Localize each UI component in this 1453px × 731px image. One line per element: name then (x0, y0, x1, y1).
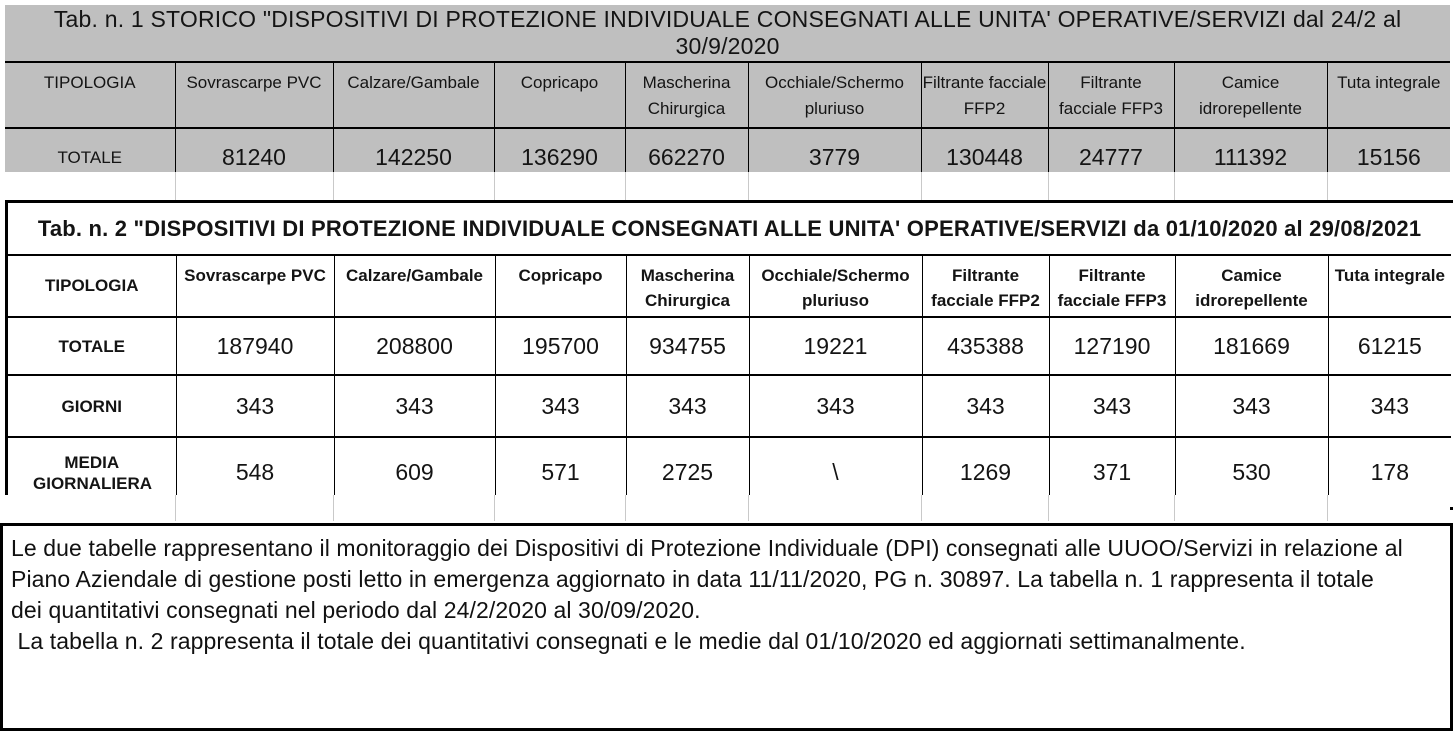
table-2-value-cell: 2725 (626, 437, 749, 507)
table-1-storico (5, 5, 1450, 188)
gridline-gap-row (5, 495, 1450, 521)
table-2-value-cell: 934755 (626, 317, 749, 375)
table-2-header-cell: Sovrascarpe PVC (176, 255, 334, 317)
table-2-value-cell: \ (749, 437, 922, 507)
table-2-value-cell: 371 (1049, 437, 1175, 507)
table-2-value-cell: 343 (495, 375, 626, 437)
note-line: La tabella n. 2 rappresenta il totale dei quantitativi consegnati e le medie dal 01/10/2020 ed aggiornati settimanalmente. (11, 628, 1246, 654)
table-2-row-label: TOTALE (8, 317, 176, 375)
table-1-value-cell: 662270 (625, 128, 748, 187)
table-2-dpi (8, 203, 1451, 507)
note-box (0, 523, 1453, 731)
table-2-header-row (8, 255, 1451, 317)
table-1-value-cell: 81240 (175, 128, 333, 187)
table-2-header-cell: Filtrante facciale FFP3 (1049, 255, 1175, 317)
table-2-value-cell: 343 (1049, 375, 1175, 437)
table-2-header-cell: Camice idrorepellente (1175, 255, 1328, 317)
table-2-header-cell: Mascherina Chirurgica (626, 255, 749, 317)
table-1-header-cell: Filtrante facciale FFP3 (1048, 62, 1174, 128)
table-2-value-cell: 343 (334, 375, 495, 437)
table-2-header-cell: Occhiale/Schermo pluriuso (749, 255, 922, 317)
table-2-value-cell: 571 (495, 437, 626, 507)
table-2-value-cell: 127190 (1049, 317, 1175, 375)
table-2-giorni-row (8, 375, 1451, 437)
table-2-header-cell: Copricapo (495, 255, 626, 317)
table-2-value-cell: 530 (1175, 437, 1328, 507)
table-2-value-cell: 19221 (749, 317, 922, 375)
table-1-value-cell: 24777 (1048, 128, 1174, 187)
table-1-value-cell: 15156 (1327, 128, 1450, 187)
table-2-value-cell: 343 (176, 375, 334, 437)
table-2-row-label: MEDIA GIORNALIERA (33, 452, 152, 493)
table-2-value-cell: 343 (1328, 375, 1451, 437)
table-2-header-tipologia: TIPOLOGIA (8, 255, 176, 317)
table-2-title: Tab. n. 2 "DISPOSITIVI DI PROTEZIONE INDIVIDUALE CONSEGNATI ALLE UNITA' OPERATIVE/SERVIZI da 01/10/2020 al 29/08/2021 (8, 203, 1451, 255)
table-2-value-cell: 178 (1328, 437, 1451, 507)
table-1-value-cell: 111392 (1174, 128, 1327, 187)
table-1-header-cell: Calzare/Gambale (333, 62, 494, 128)
table-1-row-label: TOTALE (5, 128, 175, 187)
table-2-value-cell: 1269 (922, 437, 1049, 507)
table-2-totale-row (8, 317, 1451, 375)
table-2-value-cell: 343 (749, 375, 922, 437)
table-2-header-cell: Calzare/Gambale (334, 255, 495, 317)
table-2-value-cell: 435388 (922, 317, 1049, 375)
table-1-title: Tab. n. 1 STORICO "DISPOSITIVI DI PROTEZIONE INDIVIDUALE CONSEGNATI ALLE UNITA' OPERATIVE/SERVIZI dal 24/2 al 30/9/2020 (5, 5, 1450, 62)
table-2-value-cell: 187940 (176, 317, 334, 375)
table-1-header-cell: Occhiale/Schermo pluriuso (748, 62, 921, 128)
table-2-value-cell: 548 (176, 437, 334, 507)
table-1-header-cell: Camice idrorepellente (1174, 62, 1327, 128)
note-line: Le due tabelle rappresentano il monitoraggio dei Dispositivi di Protezione Individuale (DPI) consegnati alle UUOO/Servizi in relazione al (11, 535, 1403, 561)
table-2-header-cell: Filtrante facciale FFP2 (922, 255, 1049, 317)
table-1-value-cell: 3779 (748, 128, 921, 187)
table-1-header-cell: Sovrascarpe PVC (175, 62, 333, 128)
table-2-value-cell: 61215 (1328, 317, 1451, 375)
table-1-header-cell: Mascherina Chirurgica (625, 62, 748, 128)
table-2-frame (5, 200, 1453, 510)
table-2-row-label: GIORNI (8, 375, 176, 437)
table-2-value-cell: 195700 (495, 317, 626, 375)
table-1-value-cell: 142250 (333, 128, 494, 187)
table-2-header-cell: Tuta integrale (1328, 255, 1451, 317)
table-2-value-cell: 609 (334, 437, 495, 507)
table-1-value-cell: 130448 (921, 128, 1048, 187)
table-2-value-cell: 343 (626, 375, 749, 437)
table-2-value-cell: 208800 (334, 317, 495, 375)
table-1-header-cell: Copricapo (494, 62, 625, 128)
table-2-value-cell: 181669 (1175, 317, 1328, 375)
note-line: Piano Aziendale di gestione posti letto in emergenza aggiornato in data 11/11/2020, PG n. 30897. La tabella n. 1 rappresenta il totale (11, 566, 1374, 592)
note-line: dei quantitativi consegnati nel periodo dal 24/2/2020 al 30/09/2020. (11, 597, 701, 623)
table-1-header-row (5, 62, 1450, 128)
table-1-header-tipologia: TIPOLOGIA (5, 62, 175, 128)
table-2-value-cell: 343 (922, 375, 1049, 437)
table-2-value-cell: 343 (1175, 375, 1328, 437)
gridline-gap-row (5, 172, 1450, 200)
table-1-value-cell: 136290 (494, 128, 625, 187)
table-1-header-cell: Tuta integrale (1327, 62, 1450, 128)
table-1-header-cell: Filtrante facciale FFP2 (921, 62, 1048, 128)
